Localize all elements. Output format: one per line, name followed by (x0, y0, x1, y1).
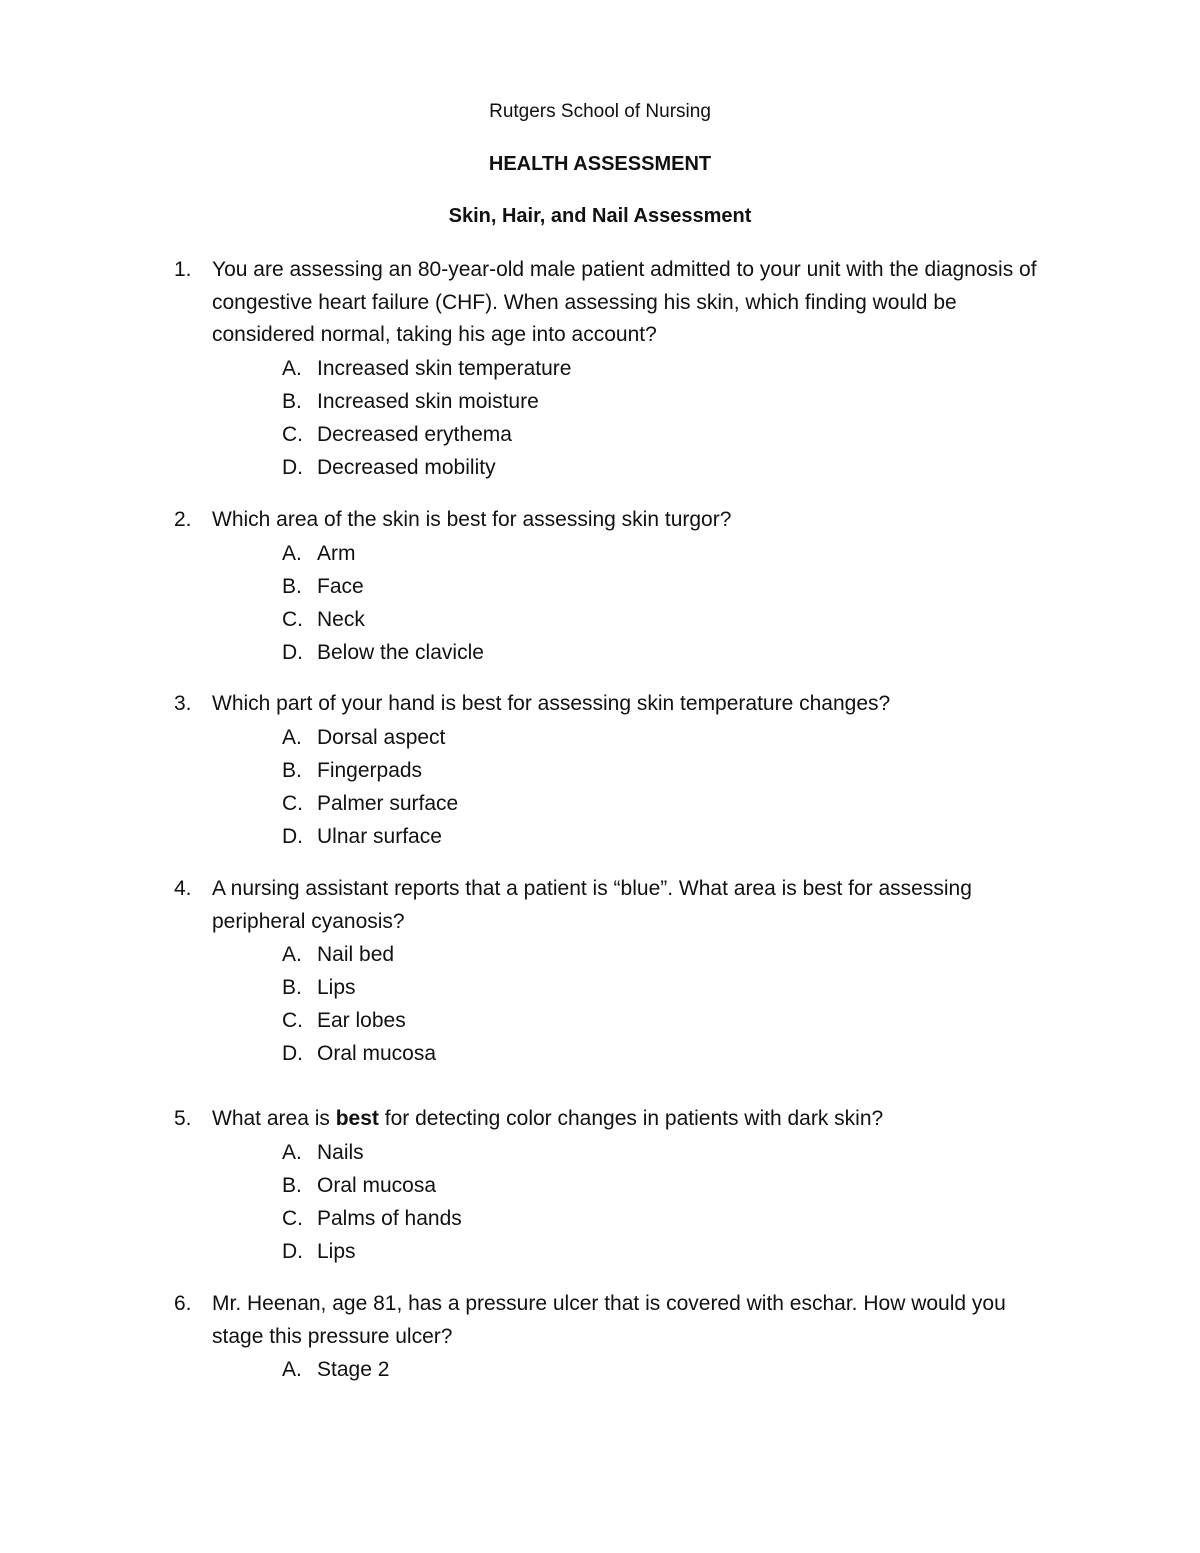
option-list (170, 1136, 1050, 1268)
question-1 (170, 254, 1050, 484)
option-text: Increased skin temperature (317, 356, 572, 380)
option-item (282, 603, 1050, 636)
question-text: Which part of your hand is best for assessing skin temperature changes? (212, 692, 891, 715)
option-letter: C. (282, 1206, 303, 1230)
option-text: Decreased erythema (317, 422, 512, 446)
question-number: 1. (174, 258, 192, 281)
option-item (282, 1004, 1050, 1037)
option-item (282, 938, 1050, 971)
option-letter: D. (282, 1239, 303, 1263)
option-item (282, 971, 1050, 1004)
option-item (282, 1169, 1050, 1202)
question-number: 3. (174, 692, 192, 715)
option-text: Fingerpads (317, 758, 423, 782)
option-letter: A. (282, 541, 302, 565)
option-text: Oral mucosa (317, 1173, 437, 1197)
option-letter: D. (282, 824, 303, 848)
option-letter: A. (282, 1140, 302, 1164)
option-item (282, 636, 1050, 669)
option-item (282, 1235, 1050, 1268)
option-text: Lips (317, 976, 356, 999)
option-letter: D. (282, 455, 303, 479)
option-text: Ear lobes (317, 1009, 406, 1032)
option-text: Lips (317, 1239, 356, 1263)
question-5 (170, 1103, 1050, 1268)
option-text: Neck (317, 607, 365, 631)
school-name: Rutgers School of Nursing (489, 101, 711, 122)
option-letter: B. (282, 1173, 302, 1197)
question-6 (170, 1288, 1050, 1386)
question-2 (170, 504, 1050, 669)
option-item (282, 754, 1050, 787)
question-4 (170, 873, 1050, 1070)
option-text: Palmer surface (317, 791, 459, 815)
question-text: A nursing assistant reports that a patient is “blue”. What area is best for assessing peripheral cyanosis? (212, 877, 972, 933)
option-letter: B. (282, 758, 302, 782)
question-number: 6. (174, 1292, 192, 1315)
option-text: Nail bed (317, 943, 395, 966)
option-list (170, 938, 1050, 1070)
option-letter: B. (282, 574, 302, 598)
option-letter: B. (282, 976, 302, 999)
topic-title: Skin, Hair, and Nail Assessment (448, 205, 752, 227)
question-3 (170, 688, 1050, 853)
option-letter: D. (282, 640, 303, 664)
option-letter: C. (282, 607, 303, 631)
option-text: Face (317, 574, 364, 598)
question-text (212, 1103, 1050, 1136)
option-letter: C. (282, 422, 303, 446)
option-item (282, 1037, 1050, 1070)
question-number: 2. (174, 508, 192, 531)
question-text-before: What area is (212, 1107, 336, 1130)
option-letter: A. (282, 943, 302, 966)
option-letter: A. (282, 1358, 302, 1381)
option-item (282, 537, 1050, 570)
option-item (282, 820, 1050, 853)
course-title: HEALTH ASSESSMENT (488, 153, 712, 175)
question-text-emphasis: best (335, 1107, 379, 1130)
option-text: Increased skin moisture (317, 389, 539, 413)
option-letter: A. (282, 725, 302, 749)
option-list (170, 537, 1050, 669)
option-text: Oral mucosa (317, 1042, 437, 1065)
option-item (282, 1353, 1050, 1386)
option-letter: C. (282, 1009, 303, 1032)
option-list (170, 721, 1050, 853)
option-text: Below the clavicle (317, 640, 484, 664)
option-letter: C. (282, 791, 303, 815)
question-number: 5. (174, 1107, 192, 1130)
option-text: Arm (317, 541, 356, 565)
question-text-after: for detecting color changes in patients with dark skin? (378, 1107, 884, 1130)
option-text: Ulnar surface (317, 824, 442, 848)
option-list (170, 352, 1050, 484)
option-item (282, 451, 1050, 484)
question-text: You are assessing an 80-year-old male patient admitted to your unit with the diagnosis of congestive heart failure (CHF). When assessing his skin, which finding would be considered normal, taking his age into account? (212, 258, 1037, 346)
option-item (282, 385, 1050, 418)
option-item (282, 570, 1050, 603)
option-list (170, 1353, 1050, 1386)
question-number: 4. (174, 877, 192, 900)
option-letter: D. (282, 1042, 303, 1065)
question-text: Mr. Heenan, age 81, has a pressure ulcer that is covered with eschar. How would you stage this pressure ulcer? (212, 1292, 1006, 1348)
option-letter: B. (282, 389, 302, 413)
option-text: Decreased mobility (317, 455, 496, 479)
option-item (282, 787, 1050, 820)
option-item (282, 721, 1050, 754)
question-text: Which area of the skin is best for assessing skin turgor? (212, 508, 732, 531)
option-text: Palms of hands (317, 1206, 462, 1230)
option-text: Stage 2 (317, 1358, 390, 1381)
option-text: Dorsal aspect (317, 725, 446, 749)
option-item (282, 1202, 1050, 1235)
option-item (282, 418, 1050, 451)
option-letter: A. (282, 356, 302, 380)
option-text: Nails (317, 1140, 364, 1164)
option-item (282, 1136, 1050, 1169)
option-item (282, 352, 1050, 385)
